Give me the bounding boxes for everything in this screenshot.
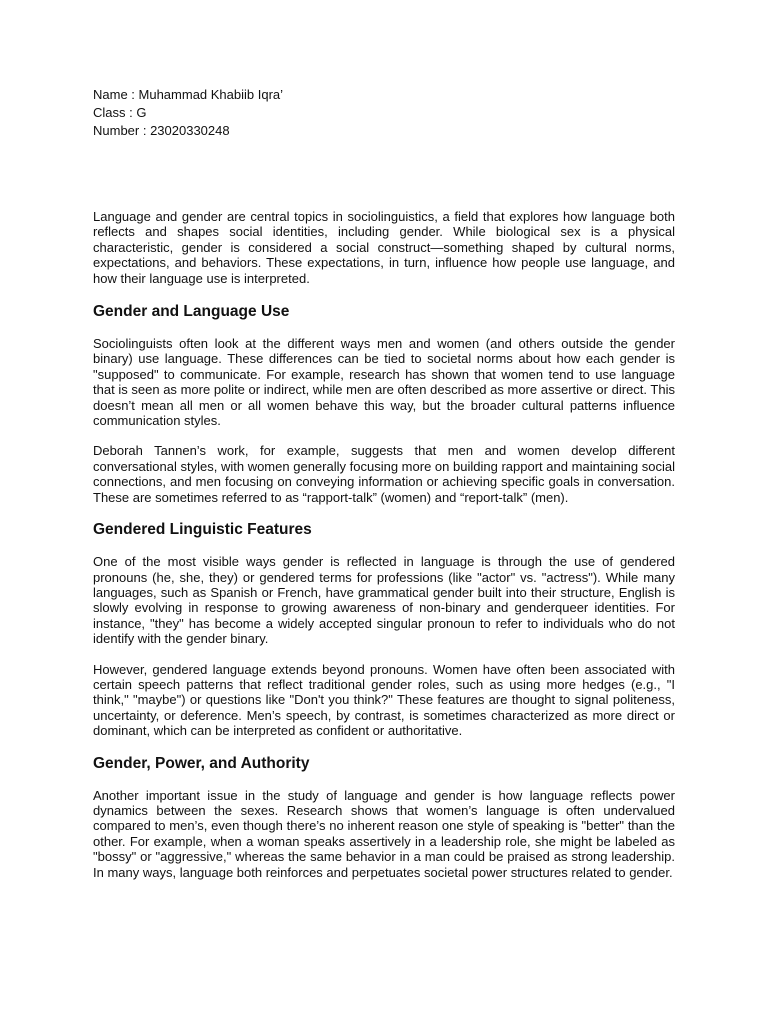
body-paragraph: Deborah Tannen’s work, for example, suggests that men and women develop different conversational styles, with women generally focusing more on building rapport and maintaining social connections, and men focusing on conveying information or achieving specific goals in conversation. These are sometimes referred to as “rapport-talk” (women) and “report-talk” (men).	[93, 443, 675, 505]
section-heading: Gender and Language Use	[93, 303, 290, 321]
body-paragraph: One of the most visible ways gender is reflected in language is through the use of gendered pronouns (he, she, they) or gendered terms for professions (like "actor" vs. "actress"). While many languages, such as Spanish or French, have grammatical gender built into their structure, English is slowly evolving in response to growing awareness of non-binary and genderqueer identities. For instance, "they" has become a widely accepted singular pronoun to refer to individuals who do not identify with the gender binary.	[93, 554, 675, 647]
intro-paragraph: Language and gender are central topics in sociolinguistics, a field that explores how language both reflects and shapes social identities, including gender. While biological sex is a physical characteristic, gender is considered a social construct—something shaped by cultural norms, expectations, and behaviors. These expectations, in turn, influence how people use language, and how their language use is interpreted.	[93, 209, 675, 286]
section-heading: Gender, Power, and Authority	[93, 754, 310, 772]
student-number: Number : 23020330248	[93, 123, 230, 138]
body-paragraph: Another important issue in the study of language and gender is how language reflects power dynamics between the sexes. Research shows that women’s language is often undervalued compared to men’s, even though there’s no inherent reason one style of speaking is "better" than the other. For example, when a woman speaks assertively in a leadership role, she might be labeled as "bossy" or "aggressive," whereas the same behavior in a man could be praised as strong leadership. In many ways, language both reinforces and perpetuates societal power structures related to gender.	[93, 787, 675, 880]
document-page	[93, 86, 675, 895]
section-heading: Gendered Linguistic Features	[93, 521, 312, 539]
student-name: Name : Muhammad Khabiib Iqra’	[93, 87, 284, 102]
student-class: Class : G	[93, 105, 147, 120]
body-paragraph: Sociolinguists often look at the different ways men and women (and others outside the gender binary) use language. These differences can be tied to societal norms about how each gender is "supposed" to communicate. For example, research has shown that women tend to use language that is seen as more polite or indirect, while men are often described as more assertive or direct. This doesn’t mean all men or all women behave this way, but the broader cultural patterns influence communication styles.	[93, 336, 675, 429]
body-paragraph: However, gendered language extends beyond pronouns. Women have often been associated with certain speech patterns that reflect traditional gender roles, such as using more hedges (e.g., "I think," "maybe") or questions like "Don't you think?" These features are thought to signal politeness, uncertainty, or deference. Men’s speech, by contrast, is sometimes characterized as more direct or dominant, which can be interpreted as confident or authoritative.	[93, 661, 675, 739]
student-info	[93, 86, 675, 140]
